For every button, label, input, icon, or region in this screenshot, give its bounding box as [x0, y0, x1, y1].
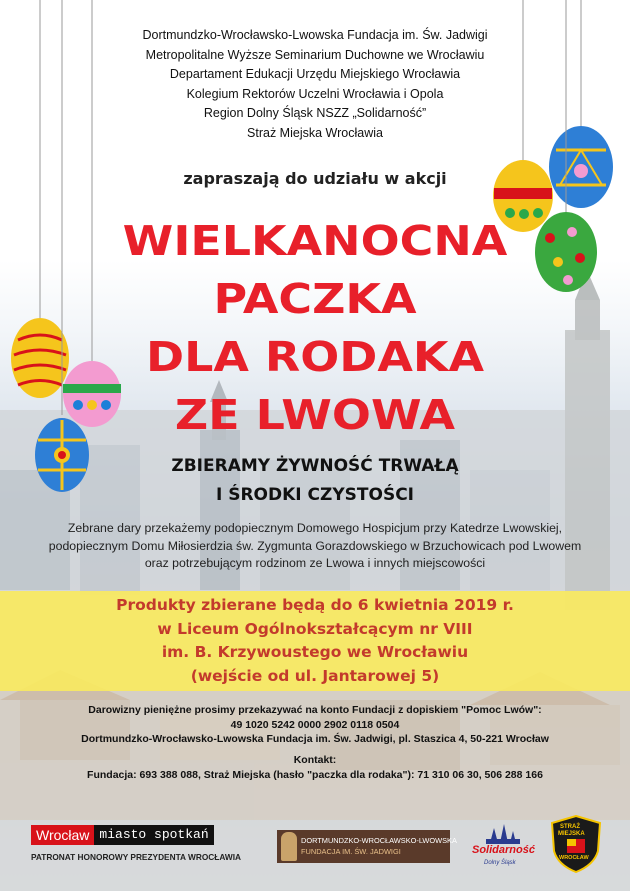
donation-line: Dortmundzko-Wrocławsko-Lwowska Fundacja im. Św. Jadwigi, pl. Staszica 4, 50-221 Wrocław [81, 733, 549, 745]
collect-line: I ŚRODKI CZYSTOŚCI [215, 485, 414, 505]
organizer-line: Metropolitalne Wyższe Seminarium Duchowne we Wrocławiu [145, 47, 485, 62]
collection-line: im. B. Krzywoustego we Wrocławiu [161, 643, 469, 661]
title-line: WIELKANOCNA [122, 217, 508, 265]
contact-text: Fundacja: 693 388 088, Straż Miejska (hasło "paczka dla rodaka"): 71 310 06 30, 506 288 166 [87, 769, 543, 781]
description-line: podopiecznym Domu Miłosierdzia św. Zygmunta Gorazdowskiego w Brzuchowicach pod Lwowem [48, 538, 582, 553]
contact-label: Kontakt: [293, 754, 337, 766]
description-line: Zebrane dary przekażemy podopiecznym Domowego Hospicjum przy Katedrze Lwowskiej, [67, 521, 563, 535]
wroclaw-logo [31, 825, 214, 845]
invite-text: zapraszają do udziału w akcji [183, 169, 447, 188]
solidarnosc-word: Solidarność [472, 844, 535, 856]
wroclaw-logo-slogan: miasto spotkań [94, 825, 213, 845]
collect-heading [0, 452, 630, 510]
campaign-title [0, 212, 630, 444]
collection-line: (wejście od ul. Jantarowej 5) [190, 666, 440, 685]
foundation-logo [277, 830, 457, 863]
collect-line: ZBIERAMY ŻYWNOŚĆ TRWAŁĄ [171, 456, 459, 476]
description-line: oraz potrzebującym rodzinom ze Lwowa i innych miejscowości [144, 556, 486, 570]
collection-line: Produkty zbierane będą do 6 kwietnia 2019 r. [116, 596, 514, 614]
solidarnosc-logo [470, 822, 535, 872]
collection-line: w Liceum Ogólnokształcącym nr VIII [157, 619, 473, 638]
description [0, 520, 630, 573]
donation-info [0, 703, 630, 747]
contact-info [0, 753, 630, 783]
badge-text: WROCŁAW [559, 855, 589, 861]
foundation-logo-line: DORTMUNDZKO-WROCŁAWSKO-LWOWSKA [301, 836, 457, 845]
organizer-line: Dortmundzko-Wrocławsko-Lwowska Fundacja im. Św. Jadwigi [142, 28, 488, 42]
solidarnosc-region: Dolny Śląsk [484, 860, 516, 866]
organizer-line: Region Dolny Śląsk NSZZ „Solidarność” [203, 106, 427, 121]
wroclaw-logo-name: Wrocław [31, 825, 94, 845]
solidarnosc-cathedral-icon [470, 822, 532, 844]
badge-text: MIEJSKA [558, 831, 585, 837]
honorary-patronage: PATRONAT HONOROWY PREZYDENTA WROCŁAWIA [31, 852, 242, 862]
organizer-line: Departament Edukacji Urzędu Miejskiego Wrocławia [169, 67, 461, 82]
donation-line: Darowizny pieniężne prosimy przekazywać na konto Fundacji z dopiskiem "Pomoc Lwów": [88, 704, 542, 716]
city-guard-badge [550, 815, 602, 873]
organizer-line: Kolegium Rektorów Uczelni Wrocławia i Opola [186, 86, 444, 101]
foundation-logo-line: FUNDACJA IM. ŚW. JADWIGI [301, 847, 401, 856]
organizers-list [60, 26, 570, 144]
title-line: PACZKA [213, 275, 417, 323]
organizer-line: Straż Miejska Wrocławia [247, 125, 383, 140]
bank-account-number: 49 1020 5242 0000 2902 0118 0504 [230, 718, 400, 731]
saint-figure-icon [281, 832, 297, 861]
badge-text: STRAŻ [560, 824, 580, 830]
collection-info [0, 594, 630, 688]
title-line: DLA RODAKA [145, 333, 485, 381]
title-line: ZE LWOWA [174, 391, 456, 439]
